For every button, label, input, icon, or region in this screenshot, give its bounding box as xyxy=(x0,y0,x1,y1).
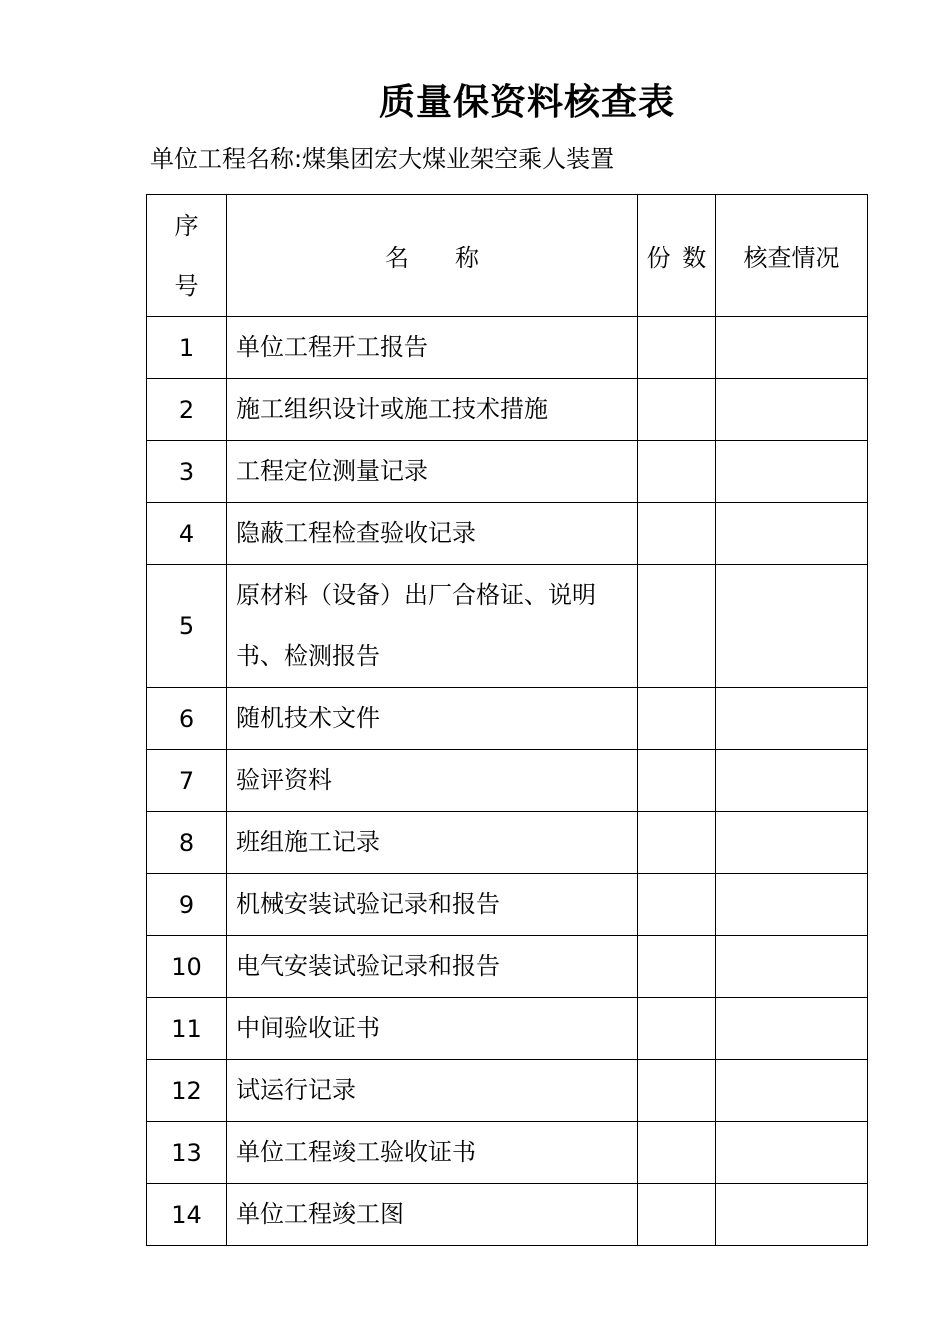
row-name: 验评资料 xyxy=(227,750,638,812)
row-copies-cell[interactable] xyxy=(638,379,716,441)
header-copies: 份 数 xyxy=(638,195,716,317)
row-number: 7 xyxy=(147,750,227,812)
row-number: 8 xyxy=(147,812,227,874)
table-row xyxy=(147,936,868,998)
row-copies-cell[interactable] xyxy=(638,1184,716,1246)
row-number: 9 xyxy=(147,874,227,936)
row-copies-cell[interactable] xyxy=(638,688,716,750)
row-check-cell[interactable] xyxy=(716,936,868,998)
row-check-cell[interactable] xyxy=(716,1122,868,1184)
table-row xyxy=(147,1184,868,1246)
row-number: 5 xyxy=(147,565,227,688)
header-serial-no xyxy=(147,195,227,317)
row-check-cell[interactable] xyxy=(716,1060,868,1122)
header-serial-no-line2: 号 xyxy=(174,271,199,300)
row-number: 13 xyxy=(147,1122,227,1184)
header-name: 名称 xyxy=(227,195,638,317)
project-name-line xyxy=(150,142,614,176)
table-row xyxy=(147,379,868,441)
row-check-cell[interactable] xyxy=(716,812,868,874)
table-row xyxy=(147,1122,868,1184)
row-name: 隐蔽工程检查验收记录 xyxy=(227,503,638,565)
row-check-cell[interactable] xyxy=(716,1184,868,1246)
table-header-row xyxy=(147,195,868,317)
row-copies-cell[interactable] xyxy=(638,441,716,503)
row-number: 11 xyxy=(147,998,227,1060)
table-row xyxy=(147,503,868,565)
table-row xyxy=(147,441,868,503)
row-check-cell[interactable] xyxy=(716,503,868,565)
row-name: 试运行记录 xyxy=(227,1060,638,1122)
row-number: 4 xyxy=(147,503,227,565)
table-row xyxy=(147,750,868,812)
row-number: 14 xyxy=(147,1184,227,1246)
row-name: 机械安装试验记录和报告 xyxy=(227,874,638,936)
row-name-line2: 书、检测报告 xyxy=(236,642,380,670)
row-number: 6 xyxy=(147,688,227,750)
row-copies-cell[interactable] xyxy=(638,1122,716,1184)
row-copies-cell[interactable] xyxy=(638,750,716,812)
row-number: 12 xyxy=(147,1060,227,1122)
row-check-cell[interactable] xyxy=(716,565,868,688)
row-name: 单位工程竣工图 xyxy=(227,1184,638,1246)
project-name-value: 煤集团宏大煤业架空乘人装置 xyxy=(302,145,615,173)
table-row xyxy=(147,317,868,379)
row-check-cell[interactable] xyxy=(716,750,868,812)
row-check-cell[interactable] xyxy=(716,998,868,1060)
table-row xyxy=(147,688,868,750)
row-name: 单位工程竣工验收证书 xyxy=(227,1122,638,1184)
table-row xyxy=(147,1060,868,1122)
row-number: 3 xyxy=(147,441,227,503)
header-serial-no-line1: 序 xyxy=(174,211,199,240)
row-check-cell[interactable] xyxy=(716,317,868,379)
row-name xyxy=(227,565,638,688)
row-name: 班组施工记录 xyxy=(227,812,638,874)
row-check-cell[interactable] xyxy=(716,688,868,750)
row-copies-cell[interactable] xyxy=(638,936,716,998)
row-copies-cell[interactable] xyxy=(638,812,716,874)
row-copies-cell[interactable] xyxy=(638,874,716,936)
project-name-label: 单位工程名称: xyxy=(150,145,303,173)
row-name: 工程定位测量记录 xyxy=(227,441,638,503)
row-name: 随机技术文件 xyxy=(227,688,638,750)
row-number: 2 xyxy=(147,379,227,441)
row-copies-cell[interactable] xyxy=(638,317,716,379)
row-copies-cell[interactable] xyxy=(638,503,716,565)
row-check-cell[interactable] xyxy=(716,379,868,441)
table-row xyxy=(147,998,868,1060)
row-copies-cell[interactable] xyxy=(638,1060,716,1122)
row-name: 施工组织设计或施工技术措施 xyxy=(227,379,638,441)
row-copies-cell[interactable] xyxy=(638,565,716,688)
table-row xyxy=(147,565,868,688)
row-name: 电气安装试验记录和报告 xyxy=(227,936,638,998)
table-row xyxy=(147,812,868,874)
row-number: 10 xyxy=(147,936,227,998)
page-title: 质量保资料核查表 xyxy=(378,82,675,123)
quality-check-table xyxy=(146,194,868,1246)
table-row xyxy=(147,874,868,936)
row-check-cell[interactable] xyxy=(716,441,868,503)
row-name: 中间验收证书 xyxy=(227,998,638,1060)
row-name-line1: 原材料（设备）出厂合格证、说明 xyxy=(236,581,596,609)
header-check-status: 核查情况 xyxy=(716,195,868,317)
row-name: 单位工程开工报告 xyxy=(227,317,638,379)
row-number: 1 xyxy=(147,317,227,379)
row-check-cell[interactable] xyxy=(716,874,868,936)
row-copies-cell[interactable] xyxy=(638,998,716,1060)
